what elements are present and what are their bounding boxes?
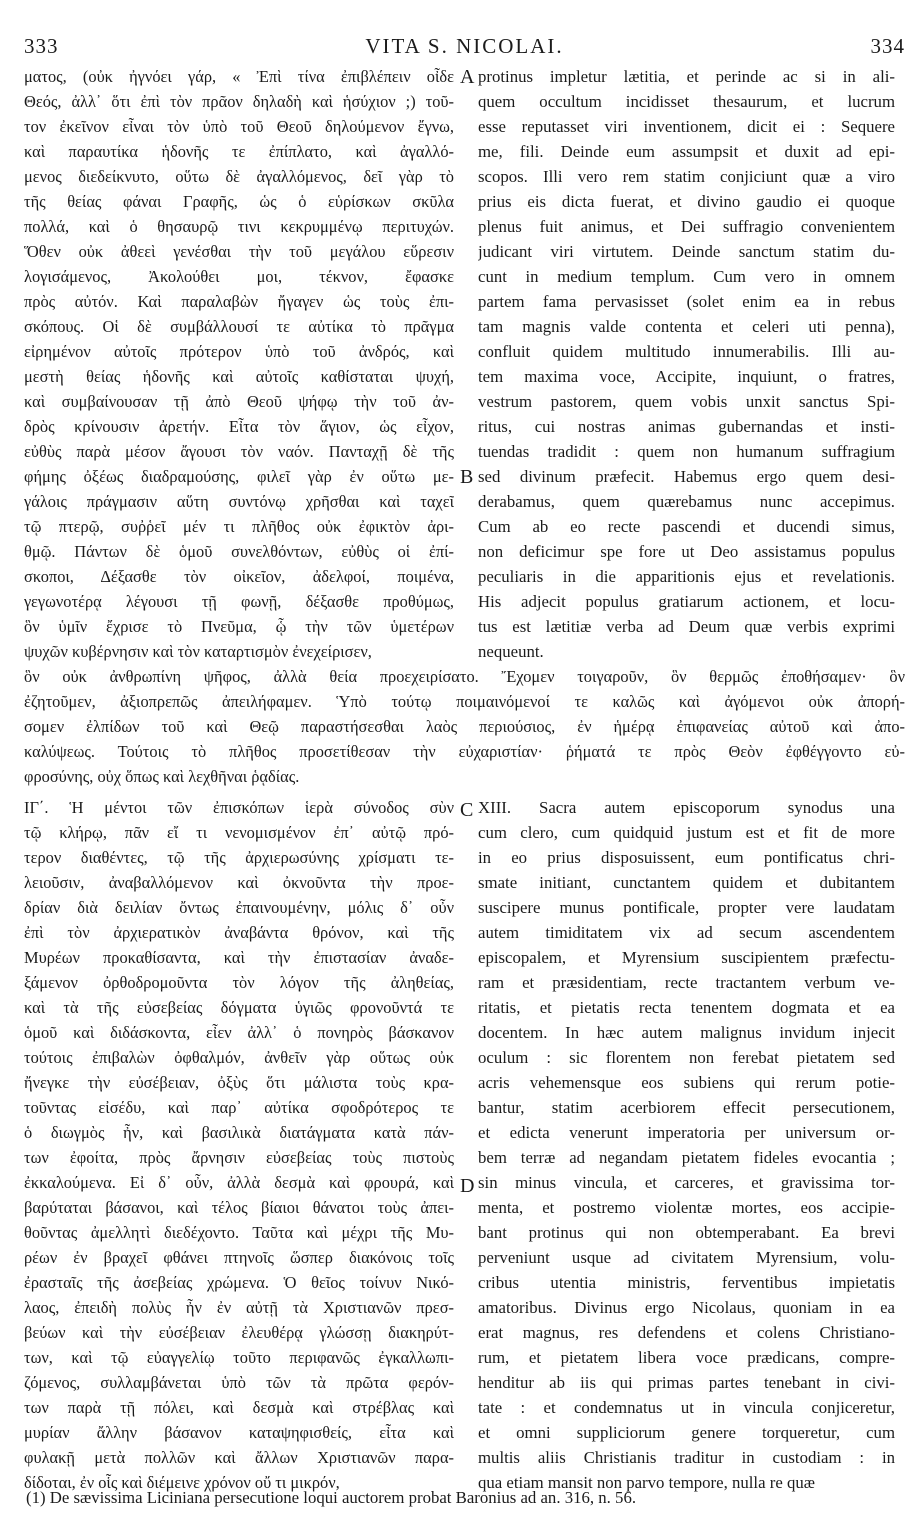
text-line: τῆς θείας φάναι Γραφῆς, ὡς ὁ εὑρίσκων σκῦλα [24, 192, 454, 211]
text-line: καλύψεως. Τούτοις τὸ πλῆθος προσετίθεσαν τὴν εὐχαριστίαν· ῥήματά τε πρὸς Θεὸν ἐφθέγγοντο εὐ- [24, 742, 905, 761]
text-line: et edicta venerunt imperatoria per universum or- [478, 1123, 895, 1142]
text-line: σκοποι, Δέξασθε τὸν οἰκεῖον, ἀδελφοί, ποιμένα, [24, 567, 454, 586]
greek-column [24, 795, 458, 1495]
parallel-block-1 [24, 64, 905, 664]
text-line: ἐπὶ τὸν ἀρχιερατικὸν ἀναβάντα θρόνον, καὶ τῆς [24, 923, 454, 942]
text-line: βαρύταται βάσανοι, καὶ τέλος βίαιοι θάνατοι τοὺς ἀπει- [24, 1198, 454, 1217]
text-line: bant protinus qui non obtemperabant. Ea brevi [478, 1223, 895, 1242]
text-line: menta, et postremo violentæ mortes, eos accipie- [478, 1198, 895, 1217]
text-line: smate initiant, cunctantem quidem et dubitantem [478, 873, 895, 892]
section-markers [458, 64, 478, 664]
text-line: Μυρέων προκαθίσαντα, καὶ τὴν ἐπιστασίαν ἀναδε- [24, 948, 454, 967]
text-line: λειοῦσιν, ἀναβαλλόμενον καὶ ὀκνοῦντα τὴν προε- [24, 873, 454, 892]
text-line: et omni suppliciorum genere torqueretur, cum [478, 1423, 895, 1442]
text-line: ξάμενον ὀρθοδρομοῦντα τὸν λόγον τῆς ἀληθείας, [24, 973, 454, 992]
text-line: prius eis dicta fuerat, et divino gaudio ei quoque [478, 192, 895, 211]
text-line: quem occultum incidisset thesaurum, et lucrum [478, 92, 895, 111]
text-line: bem terræ ad negandam pietatem fideles evocantia ; [478, 1148, 895, 1167]
text-line: ὃν οὐκ ἀνθρωπίνη ψῆφος, ἀλλὰ θεία προεχειρίσατο. Ἔχομεν τοιγαροῦν, ὃν θερμῶς ἐποθήσαμεν· ὃν [24, 667, 905, 686]
text-line: multis aliis Christianis traditur in custodiam : in [478, 1448, 895, 1467]
text-line: δρὸς κρίνουσιν ἀρετήν. Εἶτα τὸν ἅγιον, ὡς εἶχον, [24, 417, 454, 436]
text-line: His adjecit populus gratiarum actionem, et locu- [478, 592, 895, 611]
text-line: ἐκκαλούμενα. Εἰ δ᾽ οὖν, ἀλλὰ δεσμὰ καὶ φρουρά, καὶ [24, 1173, 454, 1192]
text-line: τον ἐκεῖνον εἶναι τὸν ὑπὸ τοῦ Θεοῦ δηλούμενον ἔγνω, [24, 117, 454, 136]
text-line: τοῦντας εἰσέδυ, καὶ παρ᾽ αὐτίκα σφοδρότερος τε [24, 1098, 454, 1117]
text-line: vestrum pastorem, quem vobis unxit sanctus Spi- [478, 392, 895, 411]
text-line: ρέων ἐν βραχεῖ φθάνει πτηνοῖς ὥσπερ διακόνοις τοῖς [24, 1248, 454, 1267]
running-title: VITA S. NICOLAI. [365, 34, 564, 58]
text-line: τερον διαθέντες, τῷ τῆς ἀρχιερωσύνης χρίσματι τε- [24, 848, 454, 867]
text-line: λογισάμενος, Ἀκολούθει μοι, τέκνον, ἔφασκε [24, 267, 454, 286]
text-line: partem fama pervasisset (solet enim ea in rebus [478, 292, 895, 311]
latin-column [478, 795, 895, 1495]
text-line: confluit quidem multitudo innumerabilis. Illi au- [478, 342, 895, 361]
text-line: cribus utentia ministris, ferventibus impietatis [478, 1273, 895, 1292]
text-line: non deficimur spe fore ut Deo assistamus populus [478, 542, 895, 561]
text-line: ΙΓ΄. Ἡ μέντοι τῶν ἐπισκόπων ἱερὰ σύνοδος σὺν [24, 798, 454, 817]
text-line: XIII. Sacra autem episcoporum synodus una [478, 798, 895, 817]
text-line: bantur, statim acerbiorem effecit persecutionem, [478, 1098, 895, 1117]
text-line: cunt in medium templum. Cum vero in omnem [478, 267, 895, 286]
text-line: ram et præsidentiam, recte tractantem verbum ve- [478, 973, 895, 992]
marker-c: C [460, 799, 474, 821]
text-line: perveniunt usque ad civitatem Myrensium, volu- [478, 1248, 895, 1267]
text-line: πρὸς αὐτόν. Καὶ παραλαβὼν ἤγαγεν ὡς τοὺς ἐπι- [24, 292, 454, 311]
text-line: ματος, (οὐκ ἠγνόει γάρ, « Ἐπὶ τίνα ἐπιβλέπειν οἶδε [24, 67, 454, 86]
text-line: βεύων καὶ τὴν εὐσέβειαν ἐλευθέρᾳ γλώσσῃ διακηρύτ- [24, 1323, 454, 1342]
text-line: σκόπους. Οἱ δὲ συμβάλλουσί τε αὐτίκα τὸ πρᾶγμα [24, 317, 454, 336]
text-line: μυρίαν ἄλλην βάσανον καταψηφισθείς, εἶτα καὶ [24, 1423, 454, 1442]
text-line: ritus, cui nostras animas gubernandas et insti- [478, 417, 895, 436]
text-line: scopos. Illi vero rem statim conjiciunt quæ a viro [478, 167, 895, 186]
text-line: rum, et pietatem libera voce prædicans, compre- [478, 1348, 895, 1367]
text-line: εἰρημένον αὐτοῖς πρότερον ὑπὸ τοῦ ἀνδρός, καὶ [24, 342, 454, 361]
text-line: φήμης ὀξέως διαδραμούσης, φιλεῖ γὰρ ἐν οὕτω με- [24, 467, 454, 486]
text-line: erat magnus, res defendens et colens Christiano- [478, 1323, 895, 1342]
text-line: Θεός, ἀλλ᾽ ὅτι ἐπὶ τὸν πρᾶον δηλαδὴ καὶ ἡσύχιον ;) τοῦ- [24, 92, 454, 111]
text-line: sin minus vincula, et carceres, et gravissima tor- [478, 1173, 895, 1192]
text-line: ψυχῶν κυβέρνησιν καὶ τὸν καταρτισμὸν ἐνεχείρισεν, [24, 642, 372, 661]
text-line: tam magnis valde contenta et celeri uti penna), [478, 317, 895, 336]
marker-a: A [460, 66, 475, 88]
footnote: (1) De sævissima Liciniana persecutione loqui auctorem probat Baronius ad an. 316, n. 56. [26, 1488, 637, 1507]
text-line: nequeunt. [478, 642, 544, 661]
text-line: γάλοις πράγμασιν αὕτη συντόνῳ χρῆσθαι καὶ ταχεῖ [24, 492, 454, 511]
text-line: τῷ πτερῷ, συῤῥεῖ μέν τι πλῆθος οὐκ ἐφικτὸν ἀρι- [24, 517, 454, 536]
text-line: docentem. In hæc autem malignus invidum injecit [478, 1023, 895, 1042]
text-line: cum clero, cum quidquid justum est et fit de more [478, 823, 895, 842]
text-line: me, fili. Deinde eum assumpsit et duxit ad epi- [478, 142, 895, 161]
text-line: μενος διεδείκνυτο, οὕτω δὲ ἀγαλλόμενος, δεῖ γὰρ τὸ [24, 167, 454, 186]
text-line: Cum ab eo recte pascendi et ducendi simus, [478, 517, 895, 536]
marker-d: D [460, 1175, 475, 1197]
text-line: ὃν ὑμῖν ἔχρισε τὸ Πνεῦμα, ᾧ τὴν τῶν ὑμετέρων [24, 617, 454, 636]
text-line: tuendas tradidit : quem non humanum suffragium [478, 442, 895, 461]
text-line: θοῦντας ἀμελλητὶ διεδέχοντο. Ταῦτα καὶ μέχρι τῆς Μυ- [24, 1223, 454, 1242]
text-line: ἐρασταῖς τῆς ἀσεβείας χρώμενα. Ὁ θεῖος τοίνυν Νικό- [24, 1273, 454, 1292]
text-line: των ἐφοίτα, πρὸς ἄρνησιν εὐσεβείας τοὺς πιστοὺς [24, 1148, 454, 1167]
text-line: esse reputasset viri inventionem, dicit ei : Sequere [478, 117, 895, 136]
text-line: plenus fuit animus, et Dei suffragio convenientem [478, 217, 895, 236]
text-line: εὐθὺς παρὰ μέσον ἄγουσι τὸν ναόν. Πανταχῇ δὲ τῆς [24, 442, 454, 461]
text-line: suscipere munus pontificale, propter vere laudatam [478, 898, 895, 917]
text-line: autem timiditatem vix ad secum ascendentem [478, 923, 895, 942]
text-line: των, καὶ τῷ εὐαγγελίῳ τοῦτο περιφανῶς ἐγκαλλωπι- [24, 1348, 454, 1367]
text-line: ἐζητοῦμεν, ἀξιοπρεπῶς ἀπειλήφαμεν. Ὑπὸ τούτῳ ποιμαινόμενοί τε καλῶς καὶ ἀγόμενοι οὐκ ἀπορή- [24, 692, 905, 711]
text-line: τῷ κλήρῳ, πᾶν εἴ τι νενομισμένον ἐπ᾽ αὐτῷ πρό- [24, 823, 454, 842]
text-line: καὶ τὰ τῆς εὐσεβείας δόγματα ὑγιῶς φρονοῦντά τε [24, 998, 454, 1017]
text-line: ζόμενος, συλλαμβάνεται ὑπὸ τῶν τὰ πρῶτα φερόν- [24, 1373, 454, 1392]
text-line: δίδοται, ἐν οἷς καὶ διέμεινε χρόνον οὔ τι μικρόν, [24, 1473, 340, 1492]
text-line: καὶ συμβαίνουσαν τῇ ἀπὸ Θεοῦ ψήφῳ τὴν τοῦ ἀν- [24, 392, 454, 411]
text-line: judicant viri virtutem. Deinde sanctum statim du- [478, 242, 895, 261]
text-line: protinus impletur lætitia, et perinde ac si in ali- [478, 67, 895, 86]
text-line: derabamus, quem quærebamus nunc accepimus. [478, 492, 895, 511]
parallel-block-2 [24, 795, 905, 1495]
text-line: episcopalem, et Myrensium suscipientem præfectu- [478, 948, 895, 967]
text-line: qua etiam mansit non parvo tempore, nulla re quæ [478, 1473, 815, 1492]
text-line: τούτοις ἐπιβαλὼν ὀφθαλμόν, ἀνθεῖν γὰρ οὕτως οὐκ [24, 1048, 454, 1067]
text-line: peculiaris in die apparitionis ejus et revelationis. [478, 567, 895, 586]
text-line: tate : et condemnatus ut in vincula conjiceretur, [478, 1398, 895, 1417]
text-line: πολλά, καὶ ὁ θησαυρῷ τινι κεκρυμμένῳ περιτυχών. [24, 217, 454, 236]
text-line: ὁμοῦ καὶ διδάσκοντα, εἶεν ἀλλ᾽ ὁ πονηρὸς βάσκανον [24, 1023, 454, 1042]
text-line: γεγωνοτέρᾳ λέγουσι τῇ φωνῇ, δέξασθε προθύμως, [24, 592, 454, 611]
text-line: amatoribus. Divinus ergo Nicolaus, quoniam in ea [478, 1298, 895, 1317]
text-line: μεστὴ θείας ἡδονῆς καὶ αὐτοῖς καθίσταται ψυχή, [24, 367, 454, 386]
greek-column [24, 64, 458, 664]
text-line: oculum : sic florentem non ferebat pietatem sed [478, 1048, 895, 1067]
text-line: ἤνεγκε τὴν εὐσέβειαν, ὀξὺς ὅτι μάλιστα τοὺς κρα- [24, 1073, 454, 1092]
text-line: tus est lætitiæ verba ad Deum quæ verbis exprimi [478, 617, 895, 636]
text-line: δρίαν διὰ δειλίαν ὄντως ἐπαινουμένην, μόλις δ᾽ οὖν [24, 898, 454, 917]
text-line: in eo prius disposuissent, eum pontificatus chri- [478, 848, 895, 867]
text-line: λαος, ἐπειδὴ πολὺς ἦν ἐν αὐτῇ τὰ Χριστιανῶν πρεσ- [24, 1298, 454, 1317]
text-line: θμῷ. Πάντων δὲ ὁμοῦ συνελθόντων, εὐθὺς οἱ ἐπί- [24, 542, 454, 561]
text-line: ritatis, et pietatis recta tenentem dogmata et ea [478, 998, 895, 1017]
right-page-number: 334 [870, 34, 905, 58]
full-width-greek [24, 664, 905, 789]
running-header [24, 34, 905, 56]
text-line: Ὅθεν οὐκ ἀθεεὶ γενέσθαι τὴν τοῦ μεγάλου εὕρεσιν [24, 242, 454, 261]
text-line: φυλακῇ μετὰ πολλῶν καὶ ἄλλων Χριστιανῶν παρα- [24, 1448, 454, 1467]
text-line: sed divinum præfecit. Habemus ergo quem desi- [478, 467, 895, 486]
section-markers [458, 795, 478, 1495]
text-line: tem maxima voce, Accipite, inquiunt, o fratres, [478, 367, 895, 386]
text-line: σομεν ἐλπίδων τοῦ καὶ Θεῷ παραστήσεσθαι λαὸς περιούσιος, ἐν ἡμέρᾳ ἐπιφανείας αὐτοῦ καὶ ἀπο- [24, 717, 905, 736]
text-line: henditur ab iis qui primas partes tenebant in civi- [478, 1373, 895, 1392]
text-line: καὶ παραυτίκα ἡδονῆς τε ἐπίπλατο, καὶ ἀγαλλό- [24, 142, 454, 161]
text-line: φροσύνης, οὐχ ὅπως καὶ λεχθῆναι ῥᾳδίας. [24, 767, 300, 786]
latin-column [478, 64, 895, 664]
text-line: των παρὰ τῇ πόλει, καὶ δεσμὰ καὶ στρέβλας καὶ [24, 1398, 454, 1417]
left-page-number: 333 [24, 34, 59, 58]
text-line: ὁ διωγμὸς ἦν, καὶ βασιλικὰ διατάγματα κατὰ πάν- [24, 1123, 454, 1142]
text-line: acris vehemensque eos subiens qui rerum potie- [478, 1073, 895, 1092]
marker-b: B [460, 466, 474, 488]
